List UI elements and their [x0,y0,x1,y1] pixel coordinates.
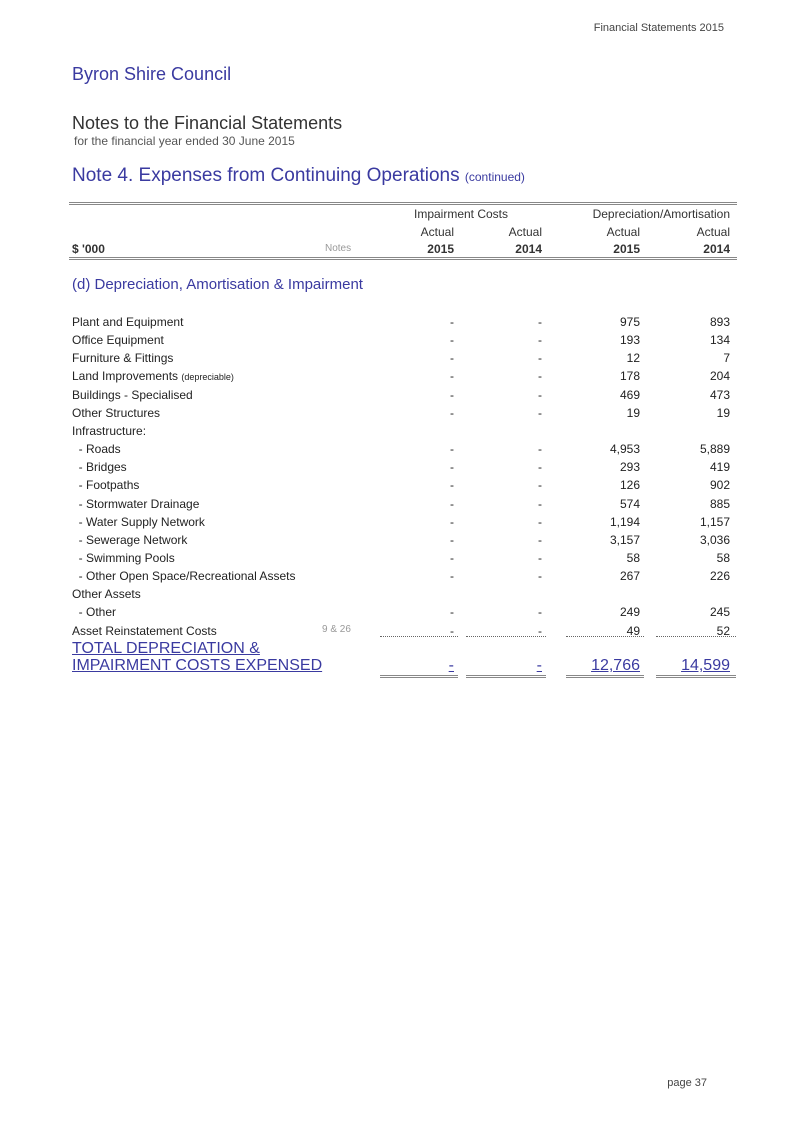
col-dep-2015-actual: Actual [606,225,640,239]
row-label-qualifier: (depreciable) [181,372,234,383]
cell-imp-2015: - [450,369,454,384]
row-label-text: Other Structures [72,405,161,420]
table-row [0,533,796,551]
cell-dep-2014: 893 [709,315,730,329]
row-label-text: Asset Reinstatement Costs [72,623,217,638]
cell-imp-2014: - [538,623,542,638]
cell-dep-2015: 1,194 [609,514,640,529]
cell-dep-2014: 226 [709,569,730,584]
group-header-depreciation: Depreciation/Amortisation [592,207,730,221]
row-label-text: - Footpaths [72,478,140,493]
cell-imp-2014: - [538,550,542,565]
table-top-rule [69,202,737,205]
row-label-text: Other Assets [72,587,141,602]
row-label [72,605,116,619]
cell-imp-2015: - [450,460,454,475]
cell-dep-2015: 126 [619,478,640,493]
cell-imp-2014: - [538,532,542,547]
cell-imp-2014: - [538,351,542,366]
cell-dep-2014: 52 [716,623,730,638]
table-row [0,569,796,587]
table-row [0,624,796,642]
cell-imp-2014: - [538,514,542,529]
cell-imp-2015: - [450,514,454,529]
cell-imp-2014: - [538,333,542,348]
cell-dep-2014: 19 [716,405,730,420]
table-row [0,424,796,442]
cell-imp-2015: - [450,569,454,584]
cell-dep-2015: 49 [626,623,640,638]
col-dep-2015-year: 2015 [613,242,640,256]
row-label [72,406,160,420]
cell-imp-2014: - [538,315,542,329]
cell-dep-2015: 19 [626,405,640,420]
cell-imp-2014: - [538,405,542,420]
cell-imp-2014: - [538,369,542,384]
row-label [72,460,127,474]
cell-dep-2015: 469 [619,387,640,402]
col-dep-2014-year: 2014 [703,242,730,256]
note-title [72,165,525,187]
row-label [72,315,183,329]
cell-imp-2015: - [450,351,454,366]
cell-imp-2015: - [450,623,454,638]
cell-imp-2014: - [538,496,542,511]
total-label-line2: IMPAIRMENT COSTS EXPENSED [72,657,323,674]
table-row [0,605,796,623]
table-row [0,460,796,478]
row-label-text: - Sewerage Network [72,532,188,547]
cell-imp-2014: - [538,569,542,584]
total-dep-2015: 12,766 [591,657,640,674]
cell-imp-2014: - [538,442,542,457]
cell-dep-2014: 419 [709,460,730,475]
row-label [72,587,141,601]
row-label-text: Office Equipment [72,333,164,348]
row-label-text: - Roads [72,442,121,457]
cell-dep-2015: 975 [619,315,640,329]
cell-dep-2014: 3,036 [699,532,730,547]
cell-imp-2014: - [538,605,542,620]
subtotal-rule-dep-2015 [566,636,644,637]
cell-imp-2015: - [450,405,454,420]
cell-imp-2015: - [450,532,454,547]
cell-dep-2014: 473 [709,387,730,402]
col-imp-2015-year: 2015 [427,242,454,256]
total-dep-2014: 14,599 [681,657,730,674]
row-label-text: Plant and Equipment [72,315,184,329]
row-label [72,369,234,383]
total-rule-imp-2014 [466,675,546,678]
row-label-text: - Water Supply Network [72,514,205,529]
total-rule-imp-2015 [380,675,458,678]
cell-imp-2014: - [538,460,542,475]
row-label [72,569,295,583]
table-row [0,333,796,351]
page-number: page 37 [667,1077,707,1089]
cell-imp-2015: - [450,605,454,620]
total-rule-dep-2014 [656,675,736,678]
unit-label: $ '000 [72,242,105,256]
table-row [0,315,796,333]
row-label [72,424,146,438]
row-label-text: - Stormwater Drainage [72,496,200,511]
cell-dep-2015: 293 [619,460,640,475]
table-row [0,388,796,406]
cell-dep-2014: 204 [709,369,730,384]
cell-imp-2014: - [538,478,542,493]
cell-imp-2015: - [450,333,454,348]
row-label [72,515,205,529]
cell-dep-2015: 58 [626,550,640,565]
council-name: Byron Shire Council [72,64,232,84]
row-label-text: - Bridges [72,460,127,475]
document-type-header: Financial Statements 2015 [593,22,724,34]
table-header-rule [69,257,737,260]
table-row [0,478,796,496]
cell-dep-2015: 12 [626,351,640,366]
row-label [72,333,164,347]
notes-subtitle: for the financial year ended 30 June 2015 [74,134,295,148]
cell-imp-2014: - [538,387,542,402]
note-continued: (continued) [464,170,525,184]
table-row [0,369,796,387]
cell-imp-2015: - [450,315,454,329]
row-label-text: - Other Open Space/Recreational Assets [72,569,296,584]
table-row [0,442,796,460]
subtotal-rule-imp-2015 [380,636,458,637]
group-header-impairment: Impairment Costs [413,207,509,221]
cell-dep-2015: 193 [619,333,640,348]
row-label-text: Furniture & Fittings [72,351,174,366]
row-label [72,478,139,492]
col-imp-2014-actual: Actual [508,225,542,239]
subtotal-rule-imp-2014 [466,636,546,637]
col-imp-2015-actual: Actual [420,225,454,239]
cell-dep-2015: 267 [619,569,640,584]
cell-dep-2015: 4,953 [609,442,640,457]
total-imp-2015: - [448,657,454,674]
cell-dep-2015: 574 [619,496,640,511]
cell-dep-2015: 3,157 [609,532,640,547]
col-imp-2014-year: 2014 [515,242,542,256]
subtotal-rule-dep-2014 [656,636,736,637]
cell-imp-2015: - [450,496,454,511]
row-label [72,497,199,511]
row-label [72,442,121,456]
cell-dep-2014: 1,157 [699,514,730,529]
row-label-text: Land Improvements [72,369,182,384]
col-dep-2014-actual: Actual [696,225,730,239]
cell-dep-2015: 249 [619,605,640,620]
cell-dep-2014: 902 [709,478,730,493]
row-label [72,388,193,402]
notes-column-label: Notes [325,243,352,254]
cell-imp-2015: - [450,478,454,493]
row-note-ref: 9 & 26 [322,623,351,635]
cell-dep-2014: 5,889 [699,442,730,457]
note-title-text: Note 4. Expenses from Continuing Operations [72,165,460,186]
row-label-text: - Swimming Pools [72,550,175,565]
row-label-text: Buildings - Specialised [72,387,193,402]
table-row [0,497,796,515]
cell-dep-2014: 58 [716,550,730,565]
row-label [72,351,173,365]
cell-dep-2014: 885 [709,496,730,511]
total-label-line1: TOTAL DEPRECIATION & [72,640,260,657]
cell-imp-2015: - [450,442,454,457]
cell-imp-2015: - [450,387,454,402]
row-label [72,533,187,547]
row-label-text: - Other [72,605,117,620]
cell-dep-2014: 245 [709,605,730,620]
row-label [72,551,175,565]
table-row [0,551,796,569]
cell-dep-2015: 178 [619,369,640,384]
table-row [0,587,796,605]
table-row [0,515,796,533]
table-row [0,406,796,424]
cell-imp-2015: - [450,550,454,565]
total-imp-2014: - [536,657,542,674]
total-rule-dep-2015 [566,675,644,678]
cell-dep-2014: 7 [723,351,730,366]
row-label-text: Infrastructure: [72,423,147,438]
row-label [72,624,217,638]
cell-dep-2014: 134 [709,333,730,348]
table-row [0,351,796,369]
notes-title: Notes to the Financial Statements [72,113,343,133]
section-heading: (d) Depreciation, Amortisation & Impairment [72,276,363,293]
